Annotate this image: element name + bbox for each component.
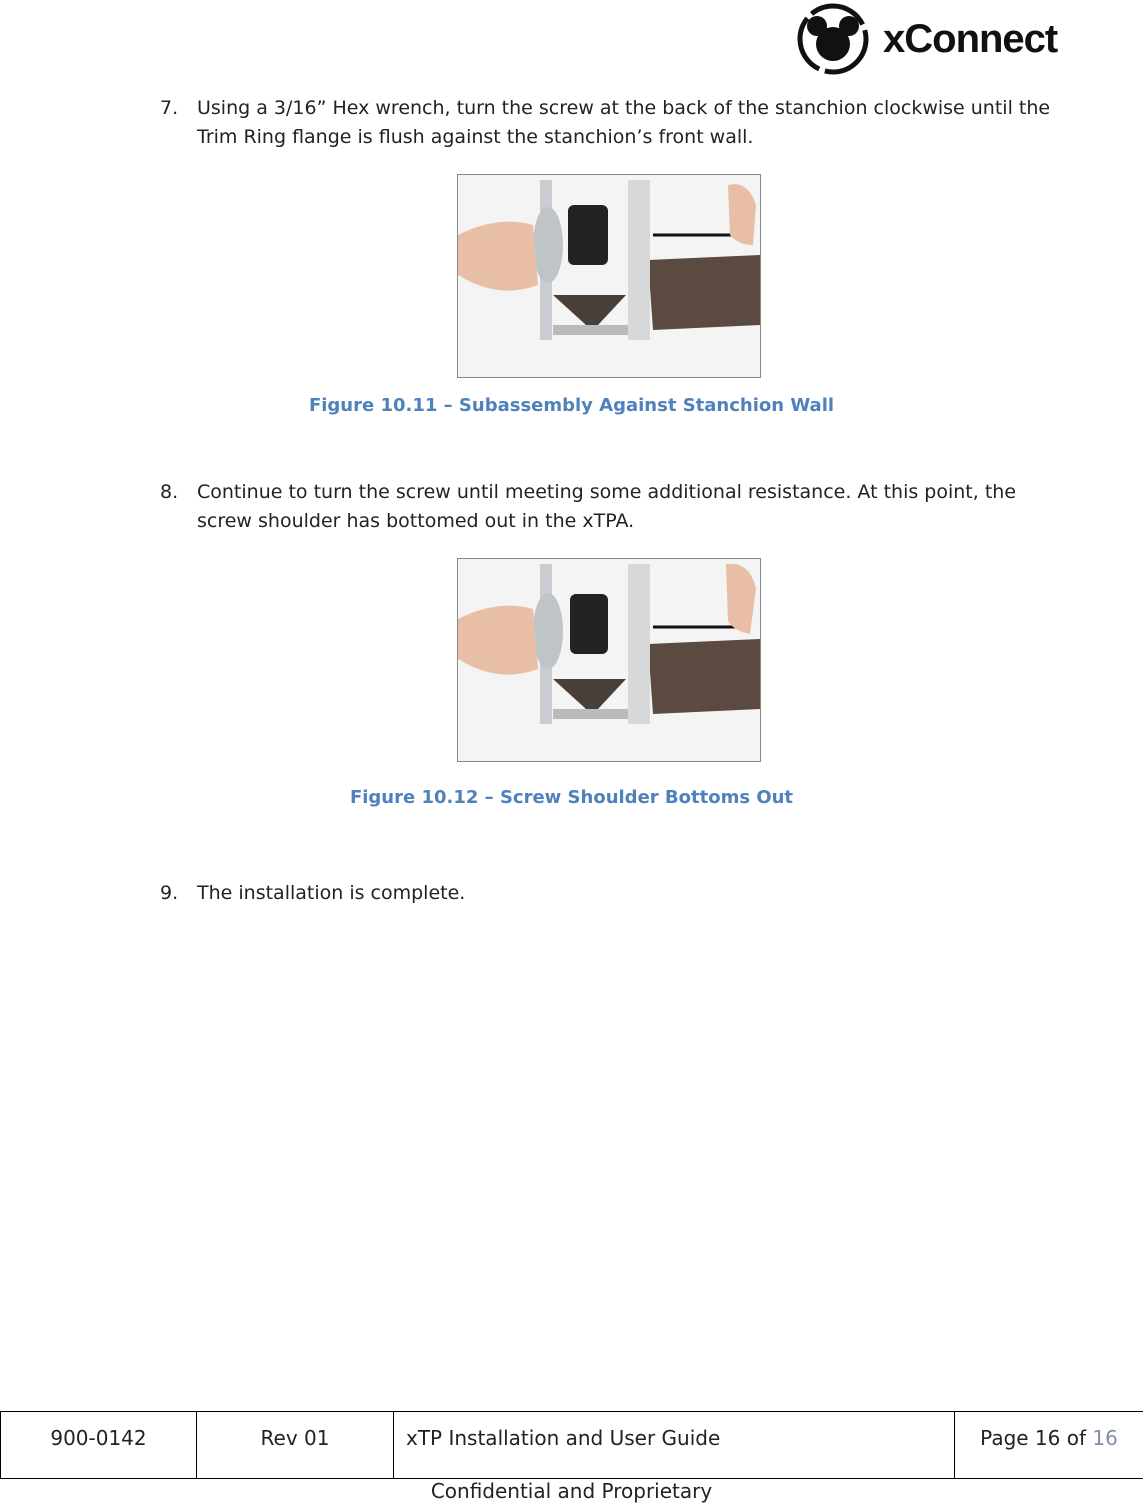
doc-number: 900-0142 (0, 1412, 197, 1478)
figure-caption: Figure 10.11 – Subassembly Against Stanchion Wall (308, 395, 835, 416)
step-number: 7. (160, 97, 179, 119)
page-total: 16 (1092, 1426, 1118, 1450)
document-title: xTP Installation and User Guide (394, 1412, 955, 1478)
figure-10-12-photo (457, 558, 761, 762)
footer-table (0, 1411, 1143, 1479)
mickey-logo-icon (795, 0, 873, 78)
page-number (955, 1412, 1143, 1478)
step-number: 9. (160, 882, 179, 904)
logo-text: xConnect (883, 16, 1058, 61)
step-7 (160, 94, 1060, 152)
figure-caption: Figure 10.12 – Screw Shoulder Bottoms Out (349, 787, 794, 808)
step-9 (160, 879, 1060, 908)
revision: Rev 01 (197, 1412, 394, 1478)
xconnect-logo (795, 0, 1070, 78)
step-text: The installation is complete. (197, 882, 466, 904)
confidentiality-notice: Confidential and Proprietary (430, 1479, 713, 1503)
page-prefix: Page 16 of (980, 1426, 1093, 1450)
step-text: Continue to turn the screw until meeting some additional resistance. At this point, the screw shoulder has bottomed out in the xTPA. (197, 481, 1017, 532)
step-8 (160, 478, 1060, 536)
figure-10-11-photo (457, 174, 761, 378)
step-text: Using a 3/16” Hex wrench, turn the screw at the back of the stanchion clockwise until the Trim Ring flange is flush against the stanchion’s front wall. (197, 97, 1051, 148)
step-number: 8. (160, 481, 179, 503)
